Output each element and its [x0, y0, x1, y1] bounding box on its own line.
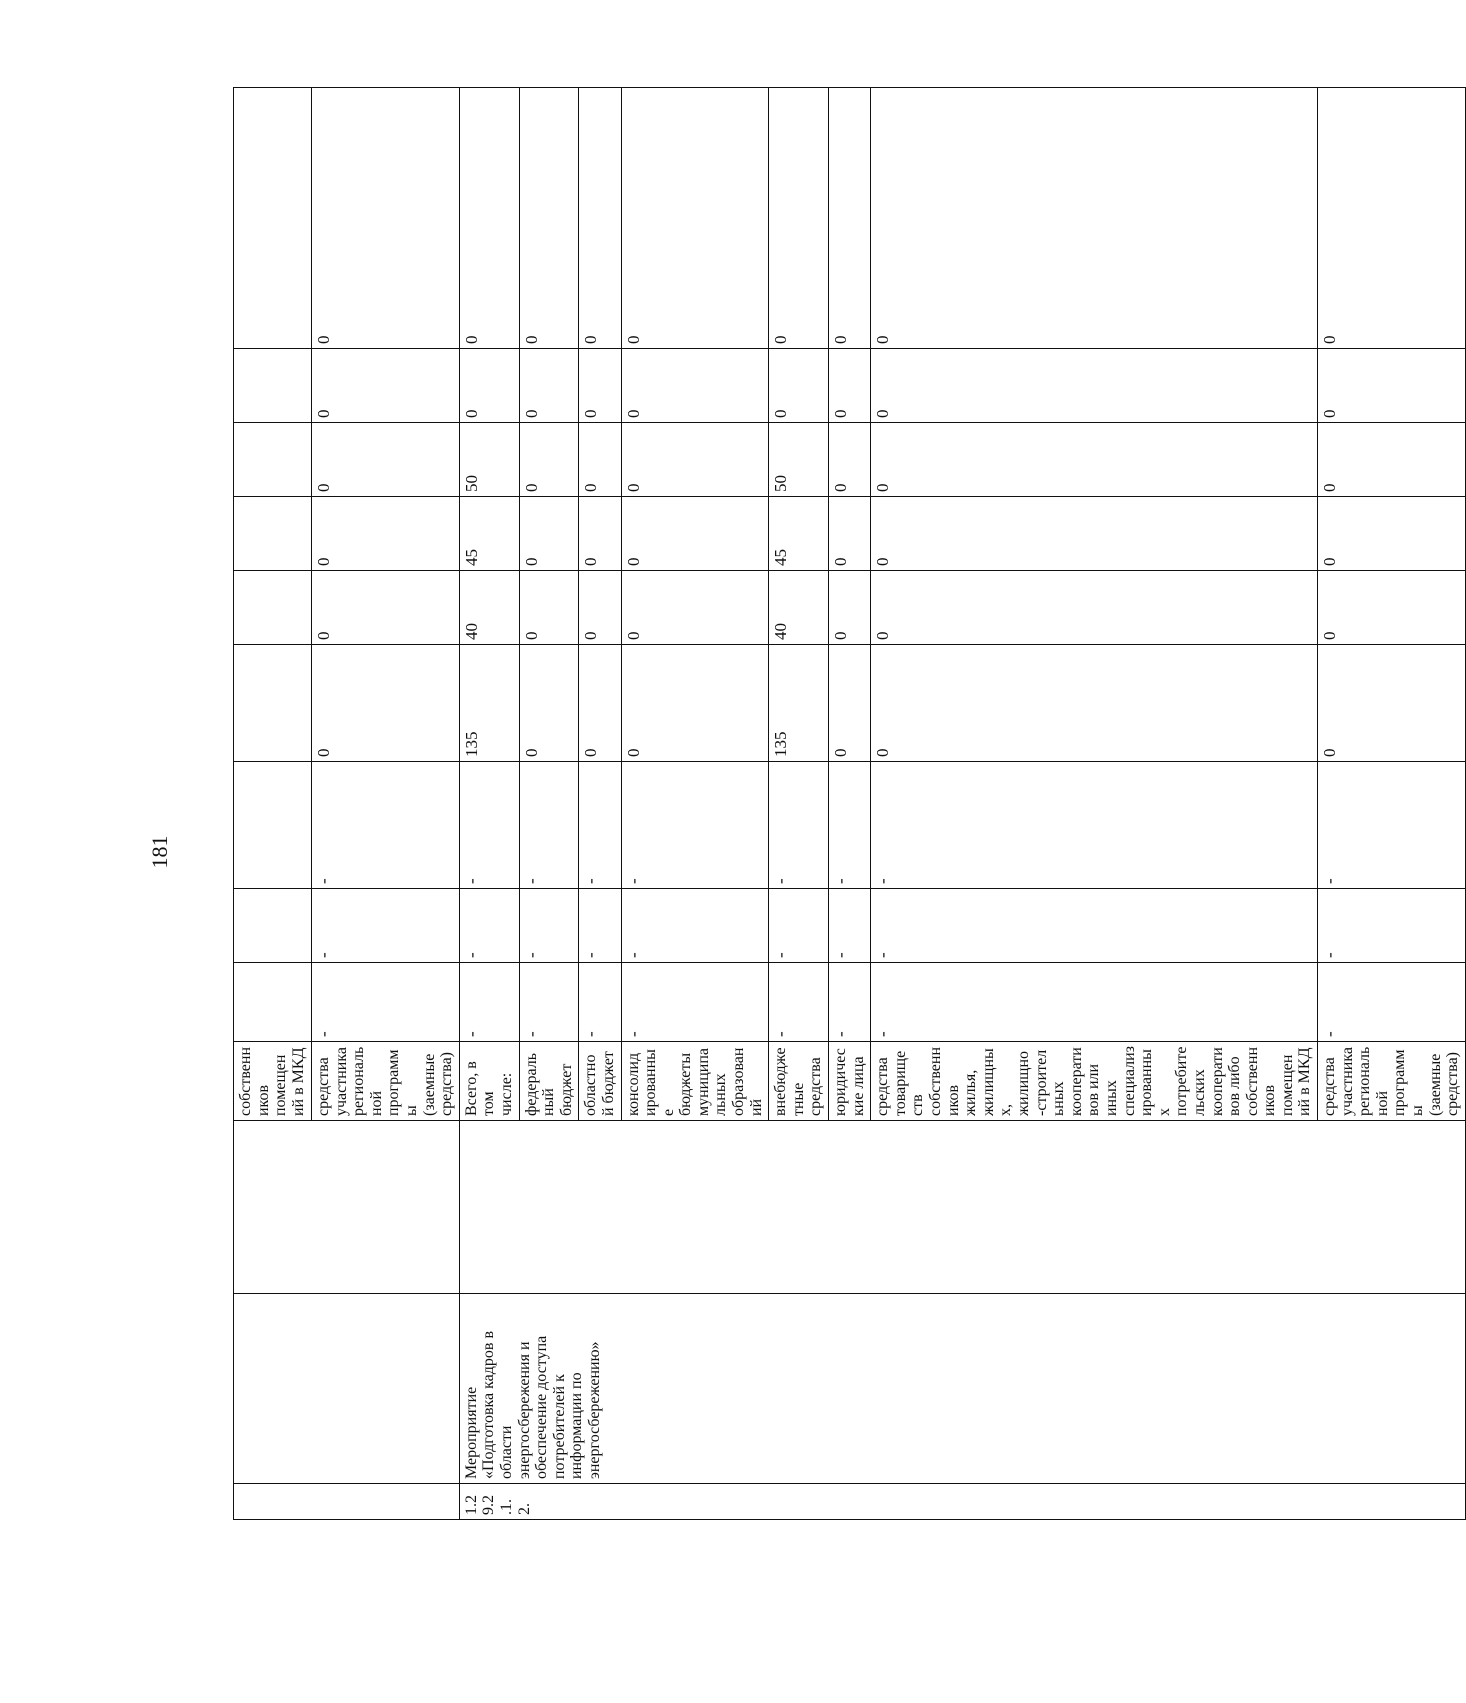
funding-source-cell: средства товариществ собственников жилья, жилищных, жилищно-строительных кооперативов или иных специализированных потребительских кооперативов либо собственников помещений в МКД [871, 1042, 1318, 1121]
value-cell: - [579, 762, 621, 889]
value-cell: - [871, 963, 1318, 1042]
value-cell: 0 [829, 423, 871, 497]
value-cell: 0 [871, 349, 1318, 423]
budget-table [233, 87, 1466, 1520]
value-cell: 0 [829, 88, 871, 349]
value-cell: 0 [312, 88, 460, 349]
value-cell: 0 [829, 349, 871, 423]
value-cell [234, 88, 312, 349]
value-cell: 0 [579, 88, 621, 349]
value-cell: 0 [829, 645, 871, 762]
value-cell: 0 [579, 349, 621, 423]
funding-source-cell: консолидированные бюджеты муниципальных образований [621, 1042, 769, 1121]
value-cell: 135 [769, 645, 829, 762]
value-cell: 0 [621, 571, 769, 645]
value-cell: 0 [1318, 497, 1466, 571]
value-cell: - [621, 762, 769, 889]
value-cell [234, 571, 312, 645]
value-cell: 50 [769, 423, 829, 497]
value-cell: 0 [579, 423, 621, 497]
value-cell: 0 [459, 349, 519, 423]
value-cell: - [621, 963, 769, 1042]
value-cell: 45 [459, 497, 519, 571]
value-cell: - [1318, 762, 1466, 889]
value-cell: - [312, 762, 460, 889]
value-cell: 0 [1318, 571, 1466, 645]
empty-cell [234, 1121, 460, 1294]
value-cell: 0 [519, 88, 579, 349]
value-cell: 0 [621, 645, 769, 762]
value-cell: 0 [1318, 645, 1466, 762]
value-cell: - [519, 762, 579, 889]
activity-code-cell [234, 1484, 460, 1520]
funding-source-cell: федеральный бюджет [519, 1042, 579, 1121]
page-number: 181 [147, 835, 172, 869]
value-cell: 135 [459, 645, 519, 762]
value-cell: 45 [769, 497, 829, 571]
activity-title-cell [234, 1294, 460, 1484]
funding-source-cell: юридические лица [829, 1042, 871, 1121]
value-cell: 0 [871, 645, 1318, 762]
value-cell: - [1318, 963, 1466, 1042]
value-cell: - [459, 963, 519, 1042]
budget-table-rotated [233, 88, 1462, 1520]
empty-cell [459, 1121, 1465, 1294]
table-row [459, 88, 519, 1520]
value-cell: 0 [519, 497, 579, 571]
value-cell: 0 [829, 497, 871, 571]
value-cell: 0 [312, 349, 460, 423]
funding-source-cell: областной бюджет [579, 1042, 621, 1121]
value-cell: 0 [312, 497, 460, 571]
value-cell: 0 [579, 645, 621, 762]
value-cell: 0 [1318, 349, 1466, 423]
value-cell: 0 [519, 349, 579, 423]
value-cell: 0 [519, 571, 579, 645]
funding-source-cell: Всего, в том числе: [459, 1042, 519, 1121]
activity-code-cell: 1.2 9.2 .1. 2. [459, 1484, 1465, 1520]
value-cell: - [579, 963, 621, 1042]
funding-source-cell: средства участника региональной программы (заемные средства) [1318, 1042, 1466, 1121]
value-cell: - [459, 762, 519, 889]
value-cell: 0 [621, 423, 769, 497]
value-cell: - [871, 889, 1318, 963]
funding-source-cell: средства участника региональной программы (заемные средства) [312, 1042, 460, 1121]
value-cell: - [621, 889, 769, 963]
value-cell: 40 [459, 571, 519, 645]
value-cell: 0 [769, 88, 829, 349]
value-cell [234, 349, 312, 423]
value-cell: 40 [769, 571, 829, 645]
value-cell: 0 [871, 88, 1318, 349]
value-cell: 0 [1318, 88, 1466, 349]
value-cell: 0 [579, 571, 621, 645]
value-cell: - [312, 963, 460, 1042]
value-cell: 0 [312, 423, 460, 497]
value-cell: - [829, 963, 871, 1042]
table-row [234, 88, 312, 1520]
value-cell [234, 423, 312, 497]
funding-source-cell: собственников помещений в МКД [234, 1042, 312, 1121]
value-cell: 50 [459, 423, 519, 497]
value-cell: 0 [519, 423, 579, 497]
value-cell: - [312, 889, 460, 963]
value-cell: 0 [1318, 423, 1466, 497]
value-cell: - [769, 963, 829, 1042]
value-cell: 0 [871, 571, 1318, 645]
value-cell: - [519, 963, 579, 1042]
value-cell [234, 889, 312, 963]
value-cell: 0 [312, 571, 460, 645]
value-cell: - [579, 889, 621, 963]
value-cell: - [519, 889, 579, 963]
value-cell: - [871, 762, 1318, 889]
value-cell [234, 645, 312, 762]
value-cell: 0 [621, 88, 769, 349]
value-cell [234, 963, 312, 1042]
value-cell: 0 [312, 645, 460, 762]
value-cell: - [769, 889, 829, 963]
value-cell: - [1318, 889, 1466, 963]
value-cell: 0 [621, 349, 769, 423]
value-cell: 0 [871, 423, 1318, 497]
value-cell [234, 762, 312, 889]
value-cell: 0 [871, 497, 1318, 571]
value-cell: 0 [519, 645, 579, 762]
value-cell: 0 [459, 88, 519, 349]
activity-title-cell: Мероприятие «Подготовка кадров в области энергосбережения и обеспечение доступа потребителей к информации по энергосбережению» [459, 1294, 1465, 1484]
value-cell [234, 497, 312, 571]
funding-source-cell: внебюджетные средства [769, 1042, 829, 1121]
value-cell: 0 [769, 349, 829, 423]
value-cell: 0 [579, 497, 621, 571]
value-cell: 0 [829, 571, 871, 645]
value-cell: - [459, 889, 519, 963]
value-cell: - [829, 889, 871, 963]
value-cell: 0 [621, 497, 769, 571]
value-cell: - [829, 762, 871, 889]
value-cell: - [769, 762, 829, 889]
